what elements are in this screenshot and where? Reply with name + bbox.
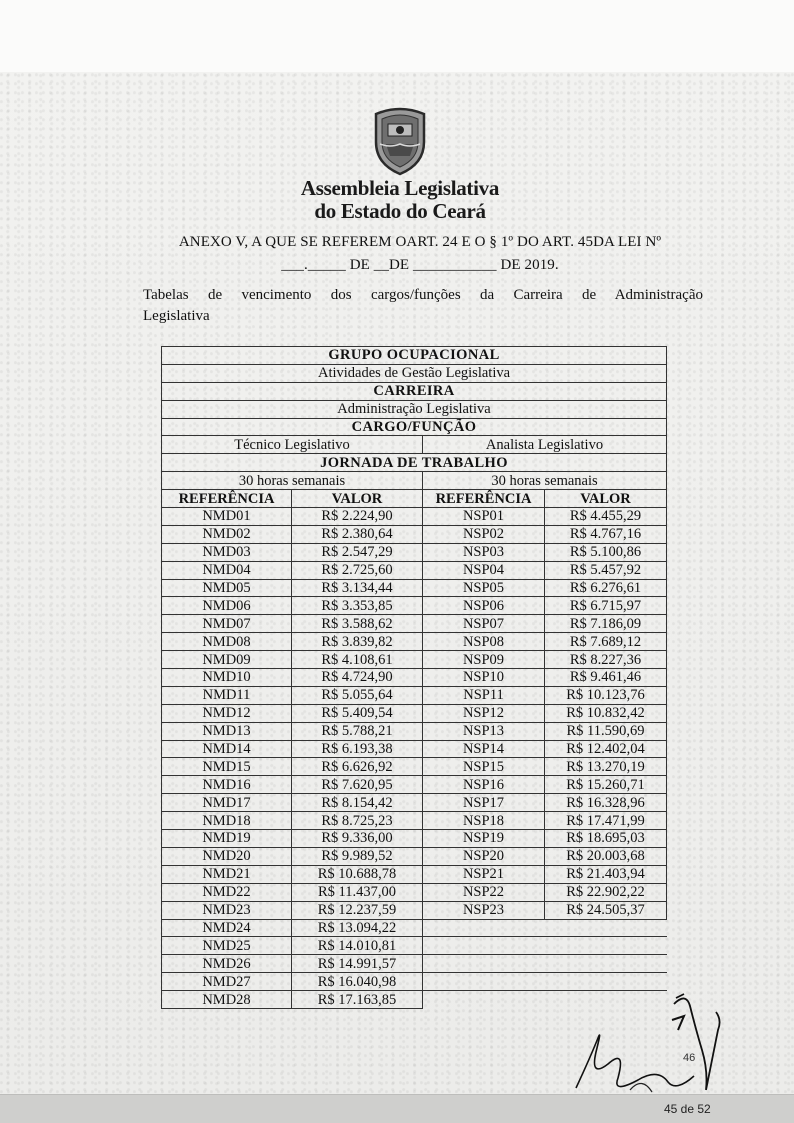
ref-right-cell: NSP22 [423,883,545,901]
value-right-cell: R$ 5.457,92 [545,561,667,579]
value-right-cell: R$ 12.402,04 [545,740,667,758]
value-left-cell: R$ 8.154,42 [292,794,423,812]
value-right-cell: R$ 7.186,09 [545,615,667,633]
value-right-cell: R$ 4.455,29 [545,508,667,526]
empty-cell [423,973,667,991]
table-row [162,633,667,651]
table-row [162,740,667,758]
ref-right-cell: NSP16 [423,776,545,794]
group-value: Atividades de Gestão Legislativa [162,364,667,382]
ref-left-cell: NMD14 [162,740,292,758]
ref-right-cell: NSP14 [423,740,545,758]
table-row [162,669,667,687]
value-left-cell: R$ 10.688,78 [292,865,423,883]
table-row [162,651,667,669]
value-left-cell: R$ 8.725,23 [292,812,423,830]
ref-right-cell: NSP19 [423,830,545,848]
table-row [162,812,667,830]
value-right-cell: R$ 15.260,71 [545,776,667,794]
ref-left-cell: NMD02 [162,525,292,543]
ref-right-cell: NSP03 [423,543,545,561]
value-left-cell: R$ 2.547,29 [292,543,423,561]
ref-right-cell: NSP05 [423,579,545,597]
workload-left: 30 horas semanais [162,472,423,490]
value-left-cell: R$ 17.163,85 [292,991,423,1009]
value-right-cell: R$ 8.227,36 [545,651,667,669]
value-left-cell: R$ 2.725,60 [292,561,423,579]
value-right-cell: R$ 5.100,86 [545,543,667,561]
value-left-cell: R$ 14.991,57 [292,955,423,973]
value-right-cell: R$ 22.902,22 [545,883,667,901]
empty-cell [423,919,667,937]
ref-left-cell: NMD27 [162,973,292,991]
table-row [162,758,667,776]
ref-left-cell: NMD25 [162,937,292,955]
table-row [162,794,667,812]
ref-left-cell: NMD03 [162,543,292,561]
ref-left-cell: NMD09 [162,651,292,669]
ref-right-cell: NSP08 [423,633,545,651]
ref-left-cell: NMD16 [162,776,292,794]
ref-left-cell: NMD15 [162,758,292,776]
empty-cell [423,955,667,973]
ref-right-cell: NSP07 [423,615,545,633]
ref-left-cell: NMD05 [162,579,292,597]
value-right-cell: R$ 9.461,46 [545,669,667,687]
value-left-cell: R$ 14.010,81 [292,937,423,955]
value-right-cell: R$ 16.328,96 [545,794,667,812]
value-left-cell: R$ 16.040,98 [292,973,423,991]
value-right-cell: R$ 4.767,16 [545,525,667,543]
table-row [162,991,667,1009]
value-left-cell: R$ 6.193,38 [292,740,423,758]
ref-right-cell: NSP11 [423,686,545,704]
col-header-ref-right: REFERÊNCIA [423,490,545,508]
annex-title-line2: ___._____ DE __DE ___________ DE 2019. [281,257,559,273]
ref-left-cell: NMD20 [162,847,292,865]
intro-paragraph: Tabelas de vencimento dos cargos/funções da Carreira de Administração Legislativa [143,287,703,324]
table-row [162,561,667,579]
value-right-cell: R$ 10.123,76 [545,686,667,704]
institution-name-line2: do Estado do Ceará [314,199,486,223]
value-right-cell: R$ 20.003,68 [545,847,667,865]
table-row [162,830,667,848]
table-row [162,937,667,955]
col-header-val-right: VALOR [545,490,667,508]
table-row [162,847,667,865]
ref-left-cell: NMD01 [162,508,292,526]
ref-right-cell: NSP06 [423,597,545,615]
ref-left-cell: NMD13 [162,722,292,740]
value-right-cell: R$ 7.689,12 [545,633,667,651]
value-right-cell: R$ 21.403,94 [545,865,667,883]
table-row [162,686,667,704]
value-left-cell: R$ 5.409,54 [292,704,423,722]
value-left-cell: R$ 5.788,21 [292,722,423,740]
ref-left-cell: NMD21 [162,865,292,883]
ref-left-cell: NMD04 [162,561,292,579]
institution-name-line1: Assembleia Legislativa [300,176,500,200]
ref-right-cell: NSP12 [423,704,545,722]
handwritten-signature-2 [666,990,726,1100]
ref-left-cell: NMD24 [162,919,292,937]
table-row [162,883,667,901]
career-label: CARREIRA [162,382,667,400]
workload-right: 30 horas semanais [423,472,667,490]
ref-left-cell: NMD26 [162,955,292,973]
ref-left-cell: NMD19 [162,830,292,848]
table-row [162,597,667,615]
value-left-cell: R$ 3.588,62 [292,615,423,633]
handwritten-page-number: 46 [683,1052,696,1064]
role-left: Técnico Legislativo [162,436,423,454]
table-row [162,776,667,794]
value-right-cell: R$ 6.715,97 [545,597,667,615]
empty-cell [423,991,667,1009]
table-row [162,901,667,919]
value-left-cell: R$ 3.134,44 [292,579,423,597]
ref-right-cell: NSP09 [423,651,545,669]
ref-left-cell: NMD12 [162,704,292,722]
value-left-cell: R$ 9.989,52 [292,847,423,865]
ref-left-cell: NMD22 [162,883,292,901]
table-row [162,704,667,722]
ref-left-cell: NMD10 [162,669,292,687]
value-left-cell: R$ 9.336,00 [292,830,423,848]
value-right-cell: R$ 13.270,19 [545,758,667,776]
value-right-cell: R$ 6.276,61 [545,579,667,597]
value-left-cell: R$ 3.839,82 [292,633,423,651]
table-row [162,525,667,543]
ref-right-cell: NSP10 [423,669,545,687]
ref-left-cell: NMD06 [162,597,292,615]
value-right-cell: R$ 11.590,69 [545,722,667,740]
ref-right-cell: NSP01 [423,508,545,526]
coat-of-arms-icon [370,104,430,176]
value-left-cell: R$ 12.237,59 [292,901,423,919]
ref-right-cell: NSP21 [423,865,545,883]
ref-left-cell: NMD11 [162,686,292,704]
value-left-cell: R$ 5.055,64 [292,686,423,704]
table-row [162,543,667,561]
table-row [162,722,667,740]
value-left-cell: R$ 13.094,22 [292,919,423,937]
ref-left-cell: NMD28 [162,991,292,1009]
value-right-cell: R$ 24.505,37 [545,901,667,919]
col-header-val-left: VALOR [292,490,423,508]
page-top-margin [0,0,794,72]
value-left-cell: R$ 6.626,92 [292,758,423,776]
ref-left-cell: NMD07 [162,615,292,633]
value-left-cell: R$ 3.353,85 [292,597,423,615]
salary-table [161,346,667,1009]
value-left-cell: R$ 4.724,90 [292,669,423,687]
ref-right-cell: NSP13 [423,722,545,740]
value-right-cell: R$ 17.471,99 [545,812,667,830]
value-left-cell: R$ 11.437,00 [292,883,423,901]
ref-right-cell: NSP20 [423,847,545,865]
role-right: Analista Legislativo [423,436,667,454]
value-left-cell: R$ 4.108,61 [292,651,423,669]
table-row [162,579,667,597]
career-value: Administração Legislativa [162,400,667,418]
annex-title-line1: ANEXO V, A QUE SE REFEREM OART. 24 E O § 1º DO ART. 45DA LEI Nº [178,234,662,250]
table-row [162,615,667,633]
table-row [162,955,667,973]
ref-left-cell: NMD18 [162,812,292,830]
page-counter: 45 de 52 [664,1102,711,1116]
table-row [162,508,667,526]
value-left-cell: R$ 2.380,64 [292,525,423,543]
table-row [162,865,667,883]
col-header-ref-left: REFERÊNCIA [162,490,292,508]
value-left-cell: R$ 2.224,90 [292,508,423,526]
role-label: CARGO/FUNÇÃO [162,418,667,436]
value-right-cell: R$ 10.832,42 [545,704,667,722]
ref-right-cell: NSP04 [423,561,545,579]
ref-left-cell: NMD08 [162,633,292,651]
value-right-cell: R$ 18.695,03 [545,830,667,848]
ref-left-cell: NMD23 [162,901,292,919]
ref-right-cell: NSP18 [423,812,545,830]
group-label: GRUPO OCUPACIONAL [162,347,667,365]
ref-right-cell: NSP23 [423,901,545,919]
ref-right-cell: NSP17 [423,794,545,812]
table-row [162,973,667,991]
workload-label: JORNADA DE TRABALHO [162,454,667,472]
ref-left-cell: NMD17 [162,794,292,812]
value-left-cell: R$ 7.620,95 [292,776,423,794]
table-row [162,919,667,937]
empty-cell [423,937,667,955]
ref-right-cell: NSP02 [423,525,545,543]
ref-right-cell: NSP15 [423,758,545,776]
